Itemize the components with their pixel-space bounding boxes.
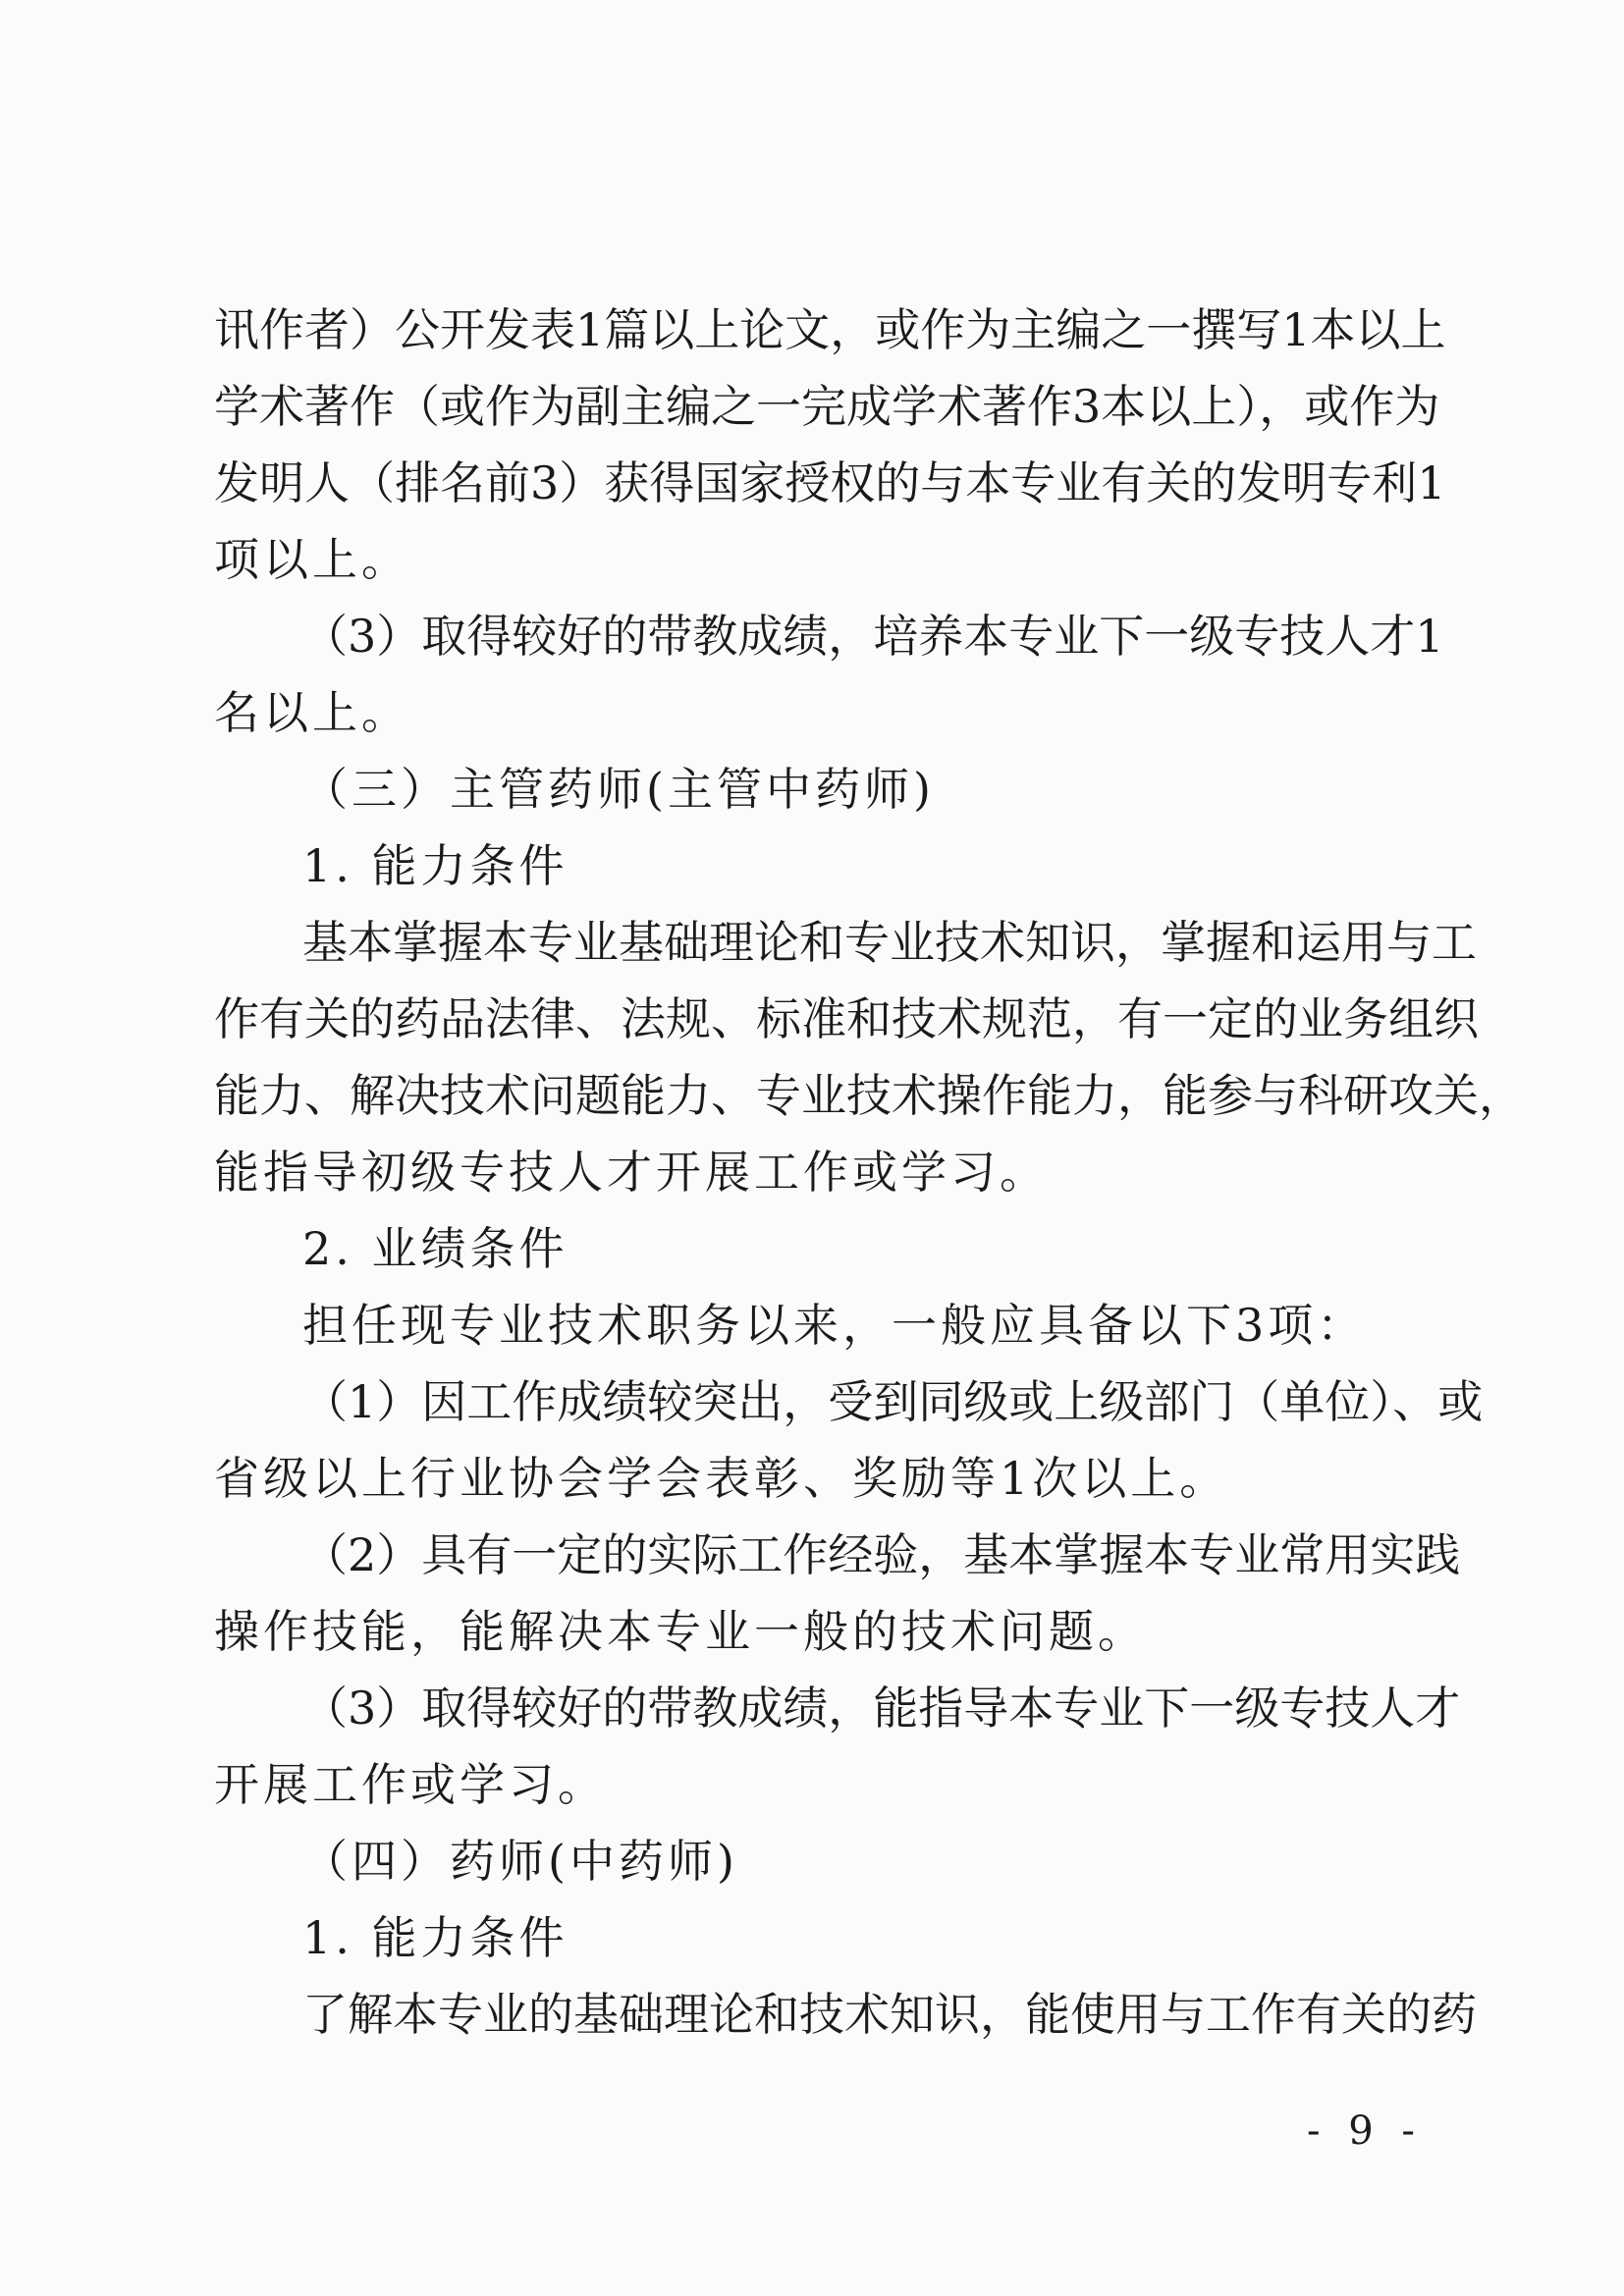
- subsection-heading: 1. 能力条件: [302, 1911, 568, 1964]
- paragraph-line: （3）取得较好的带教成绩，培养本专业下一级专技人才1: [302, 610, 1444, 663]
- subsection-heading: 2. 业绩条件: [302, 1222, 568, 1275]
- section-heading: （四）药师(中药师): [302, 1835, 738, 1888]
- paragraph-line: 学术著作（或作为副主编之一完成学术著作3本以上），或作为: [214, 380, 1440, 433]
- paragraph-line: 项以上。: [214, 533, 410, 586]
- paragraph-line: 讯作者）公开发表1篇以上论文，或作为主编之一撰写1本以上: [214, 303, 1446, 356]
- paragraph-line: （1）因工作成绩较突出，受到同级或上级部门（单位）、或: [302, 1375, 1484, 1428]
- paragraph-line: 基本掌握本专业基础理论和专业技术知识，掌握和运用与工: [302, 916, 1477, 969]
- paragraph-line: 了解本专业的基础理论和技术知识，能使用与工作有关的药: [302, 1988, 1477, 2041]
- section-heading: （三）主管药师(主管中药师): [302, 763, 935, 816]
- paragraph-line: 省级以上行业协会学会表彰、奖励等1次以上。: [214, 1452, 1229, 1505]
- paragraph-line: 开展工作或学习。: [214, 1758, 607, 1811]
- paragraph-line: 能力、解决技术问题能力、专业技术操作能力，能参与科研攻关，: [214, 1069, 1524, 1122]
- paragraph-line: 操作技能，能解决本专业一般的技术问题。: [214, 1605, 1147, 1658]
- paragraph-line: 名以上。: [214, 686, 410, 739]
- paragraph-line: 担任现专业技术职务以来，一般应具备以下3项：: [302, 1299, 1367, 1352]
- paragraph-line: （2）具有一定的实际工作经验，基本掌握本专业常用实践: [302, 1528, 1461, 1581]
- subsection-heading: 1. 能力条件: [302, 839, 568, 892]
- paragraph-line: 作有关的药品法律、法规、标准和技术规范，有一定的业务组织: [214, 992, 1479, 1045]
- paragraph-line: 发明人（排名前3）获得国家授权的与本专业有关的发明专利1: [214, 456, 1446, 509]
- page-number: - 9 -: [1307, 2109, 1423, 2154]
- paragraph-line: （3）取得较好的带教成绩，能指导本专业下一级专技人才: [302, 1682, 1461, 1735]
- paragraph-line: 能指导初级专技人才开展工作或学习。: [214, 1146, 1049, 1199]
